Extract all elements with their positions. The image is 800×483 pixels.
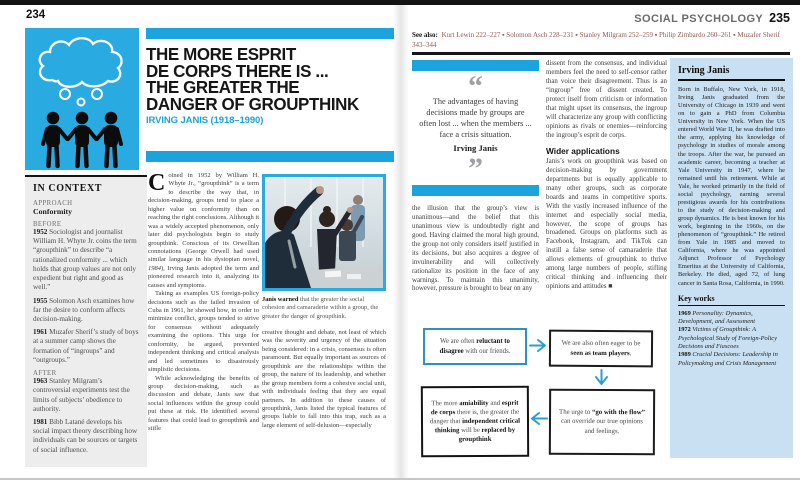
text-column <box>546 60 667 292</box>
quote-attribution: Irving Janis <box>453 142 498 153</box>
quote-text: The advantages of having decisions made by groups are often lost ... when the members ... face a crisis situation. <box>419 97 532 139</box>
diagram-box-groupthink: The more amiability and esprit de corps there is, the greater the danger that independent critical thinking will be replaced by groupthink <box>421 386 529 458</box>
timeline-item: 1981 Bibb Latané develops his social impact theory describing how individuals can be sources or targets of social influence. <box>33 417 138 454</box>
close-quote-icon: ” <box>468 151 483 185</box>
approach-label: APPROACH <box>33 200 73 207</box>
meeting-photo <box>262 174 386 291</box>
biography-text: Born in Buffalo, New York, in 1918, Irving Janis graduated from the University of Chicago in 1939 and went on to gain a PhD from Columbia University in New York. When the US entered World War II, he was drafted into the army, applying his knowledge of psychology in studies of morale among the troops. After the war, he pursued an academic career, becoming a teacher at Yale University in 1947, where he remained until his retirement. While at Yale, he worked primarily in the field of social psychology, earning several prestigious awards for his contributions to the study of decision-making and group dynamics. He is best known for his work, beginning in the 1960s, on the phenomenon of “groupthink.” He retired from Yale in 1985 and moved to California, where he was appointed Adjunct Professor of Psychology Emeritus at the University of California, Berkeley. He died, aged 72, of lung cancer in Santa Rosa, California, in 1990. <box>678 86 785 287</box>
diagram-box-reluctant: We are often reluctant to disagree with our friends. <box>423 328 527 365</box>
timeline-item: 1955 Solomon Asch examines how far the desire to conform affects decision-making. <box>33 296 135 323</box>
subheading: Wider applications <box>546 145 620 156</box>
timeline-item: 1961 Muzafer Sherif’s study of boys at a summer camp shows the formation of “ingroups” and “outgroups.” <box>33 328 139 364</box>
paragraph: Taking as examples US foreign-policy decisions such as the failed invasion of Cuba in 1961, he showed how, in order to minimize conflict, groups tended to strive for consensus without adequately examining the options. This urge for conformity, he argued, prevented independent thinking and critical analysis and led sometimes to disastrously simplistic decisions. <box>148 290 259 374</box>
meeting-photo-image <box>265 177 383 288</box>
body-column-1 <box>148 172 259 434</box>
article-subtitle: IRVING JANIS (1918–1990) <box>146 115 264 126</box>
diagram-box-go-with-flow: The urge to “go with the flow” can override our true opinions and feelings. <box>549 389 655 456</box>
paragraph: While acknowledging the benefits of group decision-making, such as discussion and debate, Janis saw that social influences within the group could put these at risk. He identified several features that could lead to groupthink and stifle <box>148 374 259 433</box>
article-title: THE MORE ESPRIT DE CORPS THERE IS ... THE GREATER THE DANGER OF GROUPTHINK <box>146 44 359 114</box>
book-bottom-edge <box>0 478 800 480</box>
photo-caption: Janis warned that the greater the social cohesion and camaraderie within a group, the greater the danger of groupthink. <box>262 296 379 320</box>
paragraph: Janis’s work on groupthink was based on decision-making by government departments but is equally applicable to many other groups, such as corporate boards and teams in competitive sports. With the vastly increased influence of the internet and especially social media, however, the scope of groups has broadened. Groups on platforms such as Facebook, Instagram, and TikTok can instill a false sense of camaraderie that allows elements of groupthink to thrive among large numbers of people, stifling critical thinking and influencing their opinions and attitudes ■ <box>546 157 667 291</box>
paragraph: the illusion that the group’s view is unanimous—and the belief that this unanimous view is undoubtedly right and good. Having claimed the moral high ground, the group not only considers itself justified in its decisions, but also acquires a degree of invulnerability and will collectively rationalize its position in the face of any warnings. To maintain this unanimity, however, pressure is brought to bear on any <box>412 204 539 293</box>
before-label: BEFORE <box>33 221 62 228</box>
timeline-item: 1952 Sociologist and journalist William H. Whyte Jr. coins the term “groupthink” to describe “a rationalized conformity ... which holds that group values are not only expedient but right and good as well.” <box>33 228 137 292</box>
arrow-right-icon <box>529 338 548 353</box>
in-context-panel <box>25 175 147 467</box>
quote-column <box>412 60 539 294</box>
page-gutter <box>393 5 409 478</box>
paragraph: dissent from the consensus, and individual members feel the need to self-censor rather than voice their disagreement. Thus is an “ingroup” free of dissent created. To protect itself from criticism or information that might upset its consensus, the ingroup will characterize any group with conflicting opinions as rivals or enemies—reinforcing the ingroup’s esprit de corps. <box>546 60 667 139</box>
groupthink-illustration <box>25 28 139 170</box>
header-rule <box>412 52 790 55</box>
title-top-bar <box>146 28 394 39</box>
quote-bottom-bar <box>412 185 539 196</box>
key-works-heading: Key works <box>678 294 785 306</box>
see-also-references: Kurt Lewin 222–227 ▪ Solomon Asch 228–231 ▪ Stanley Milgram 252–259 ▪ Philip Zimbardo 260–261 ▪ Muzafer Sherif 343–344 <box>412 31 780 50</box>
approach-value: Conformity <box>33 207 72 216</box>
arrow-left-icon <box>531 411 548 426</box>
page-number-right: 235 <box>769 11 790 25</box>
key-works-list: 1969 Personality: Dynamics, Development, and Assessment 1972 Victims of Groupthink: A Psychological Study of Foreign-Policy Decisions and Fiascoes 1989 Crucial Decisions: Leadership in Policymaking and Crisis Management <box>678 309 778 367</box>
body-column-2 <box>262 329 386 430</box>
article-title-block <box>146 28 394 162</box>
thought-cloud-figures-icon <box>25 28 139 170</box>
drop-cap: C <box>148 170 166 196</box>
arrow-down-icon <box>594 369 609 387</box>
page-number-left: 234 <box>26 9 46 21</box>
title-bottom-bar <box>146 151 394 162</box>
paragraph: Coined in 1952 by William H. Whyte Jr., “groupthink” is a term to describe the way that, in decision-making, groups tend to place a higher value on conformity than on reaching the right conclusions. Although it was a widely accepted phenomenon, only later did psychologists begin to study groupthink. Conscious of its Orwellian connotations (George Orwell had used similar language in his dystopian novel, 1984), Irving Janis adopted the term and pioneered research into it, analyzing its causes and symptoms. <box>148 170 259 289</box>
timeline-item: 1963 Stanley Milgram’s controversial experiments test the limits of subjects’ obedience to authority. <box>33 377 130 413</box>
paragraph: creative thought and debate, not least of which was the severity and urgency of the situation being considered: in a crisis, consensus is often paramount. But equally important as sources of groupthink are the relationships within the group, the nature of its leadership, and whether the group members form a cohesive social unit, with individuals feeling that they are equal partners. In addition to these causes of groupthink, Janis listed the typical features of groups liable to fall into this trap, such as a large element of self-delusion—especially <box>262 329 386 429</box>
in-context-heading: IN CONTEXT <box>33 183 103 194</box>
section-title: SOCIAL PSYCHOLOGY <box>634 13 764 25</box>
see-also <box>412 30 790 50</box>
open-quote-icon: “ <box>468 70 483 103</box>
biography-panel <box>670 58 793 458</box>
after-label: AFTER <box>33 370 57 378</box>
see-also-label: See also: <box>412 31 438 39</box>
diagram-box-team-players: We are also often eager to be seen as team players. <box>549 330 653 368</box>
section-header <box>634 9 790 27</box>
pull-quote <box>412 71 539 185</box>
biography-heading: Irving Janis <box>678 65 785 81</box>
